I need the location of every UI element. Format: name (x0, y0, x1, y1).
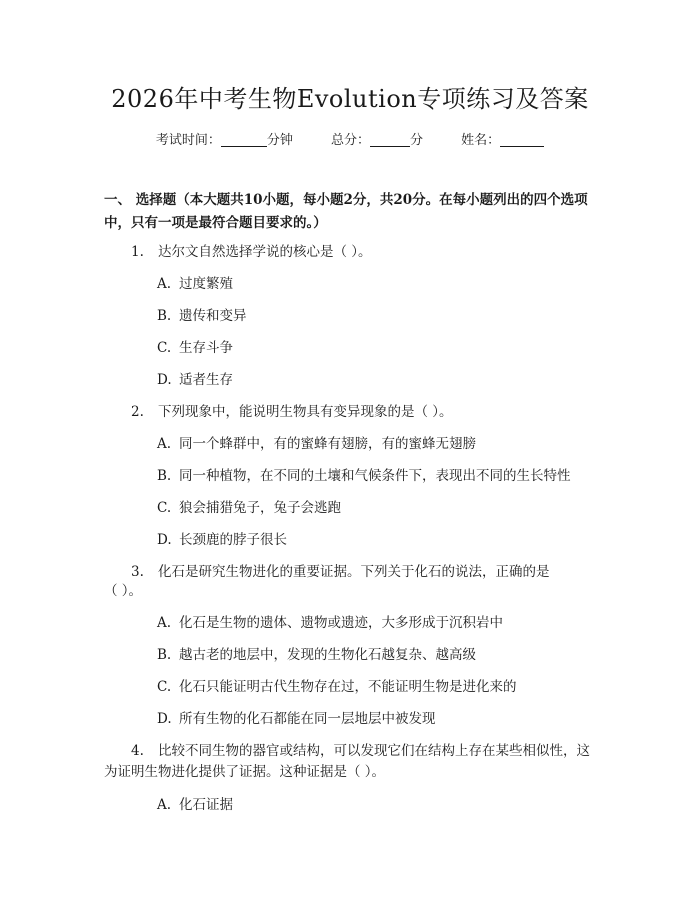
question-number: 2. (131, 404, 144, 420)
option-text: 长颈鹿的脖子很长 (179, 532, 287, 548)
question-text: （ ）。 (104, 583, 143, 599)
question-1-option-b[interactable] (157, 306, 597, 326)
option-text: 同一种植物，在不同的土壤和气候条件下，表现出不同的生长特性 (179, 468, 571, 484)
question-2-option-a[interactable] (157, 434, 597, 454)
option-text: 生存斗争 (179, 340, 233, 356)
question-1-option-a[interactable] (157, 274, 597, 294)
option-text: 狼会捕猎兔子，兔子会逃跑 (179, 500, 341, 516)
question-3-option-a[interactable] (157, 613, 597, 633)
total-score-field (331, 131, 423, 151)
student-name-field (461, 131, 544, 151)
option-text: 化石只能证明古代生物存在过，不能证明生物是进化来的 (179, 679, 517, 695)
question-3-stem (131, 562, 601, 582)
option-text: 过度繁殖 (179, 276, 233, 292)
page-title: 2026年中考生物Evolution专项练习及答案 (111, 85, 589, 113)
question-text: 化石是研究生物进化的重要证据。下列关于化石的说法，正确的是 (158, 564, 550, 580)
option-text: 遗传和变异 (179, 308, 247, 324)
section-heading: 一、 选择题（本大题共10小题，每小题2分，共20分。在每小题列出的四个选项中，只有一项是最符合题目要求的。） (104, 192, 588, 231)
option-letter: A. (157, 615, 172, 631)
option-letter: B. (157, 468, 172, 484)
total-score-label: 总分： (330, 133, 370, 148)
option-letter: C. (157, 679, 172, 695)
option-letter: D. (157, 711, 172, 727)
exam-time-blank[interactable] (221, 132, 267, 147)
option-text: 同一个蜂群中，有的蜜蜂有翅膀，有的蜜蜂无翅膀 (179, 436, 476, 452)
question-number: 4. (131, 743, 144, 759)
question-3-option-b[interactable] (157, 645, 597, 665)
question-text: 达尔文自然选择学说的核心是（ ）。 (158, 244, 372, 260)
question-2-option-d[interactable] (157, 530, 597, 550)
question-text: 下列现象中，能说明生物具有变异现象的是（ ）。 (158, 404, 453, 420)
student-name-label: 姓名： (461, 133, 501, 148)
total-score-blank[interactable] (370, 132, 410, 147)
question-text: 比较不同生物的器官或结构，可以发现它们在结构上存在某些相似性，这 (158, 743, 590, 759)
question-3-option-c[interactable] (157, 677, 597, 697)
option-letter: A. (157, 276, 172, 292)
exam-meta (0, 131, 700, 151)
question-1-option-d[interactable] (157, 370, 597, 390)
option-letter: C. (157, 500, 172, 516)
question-text: 为证明生物进化提供了证据。这种证据是（ ）。 (104, 764, 386, 780)
question-1-option-c[interactable] (157, 338, 597, 358)
option-letter: A. (157, 797, 172, 813)
option-text: 越古老的地层中，发现的生物化石越复杂、越高级 (179, 647, 476, 663)
option-letter: B. (157, 647, 172, 663)
option-text: 化石证据 (179, 797, 233, 813)
option-text: 所有生物的化石都能在同一层地层中被发现 (179, 711, 436, 727)
exam-time-field (156, 131, 293, 151)
option-letter: B. (157, 308, 172, 324)
student-name-blank[interactable] (500, 132, 544, 147)
question-3-stem-continued (104, 581, 604, 601)
question-2-stem (131, 402, 601, 422)
option-text: 化石是生物的遗体、遗物或遗迹，大多形成于沉积岩中 (179, 615, 503, 631)
option-letter: D. (157, 532, 172, 548)
exam-time-unit: 分钟 (266, 133, 293, 148)
question-number: 1. (131, 244, 144, 260)
question-4-stem-continued (104, 762, 604, 782)
option-letter: A. (157, 436, 172, 452)
question-1-stem (131, 242, 601, 262)
question-3-option-d[interactable] (157, 709, 597, 729)
option-text: 适者生存 (179, 372, 233, 388)
option-letter: C. (157, 340, 172, 356)
question-4-option-a[interactable] (157, 795, 597, 815)
question-4-stem (131, 741, 601, 761)
question-2-option-c[interactable] (157, 498, 597, 518)
exam-time-label: 考试时间： (155, 133, 221, 148)
total-score-unit: 分 (410, 133, 424, 148)
option-letter: D. (157, 372, 172, 388)
question-number: 3. (131, 564, 144, 580)
question-2-option-b[interactable] (157, 466, 597, 486)
